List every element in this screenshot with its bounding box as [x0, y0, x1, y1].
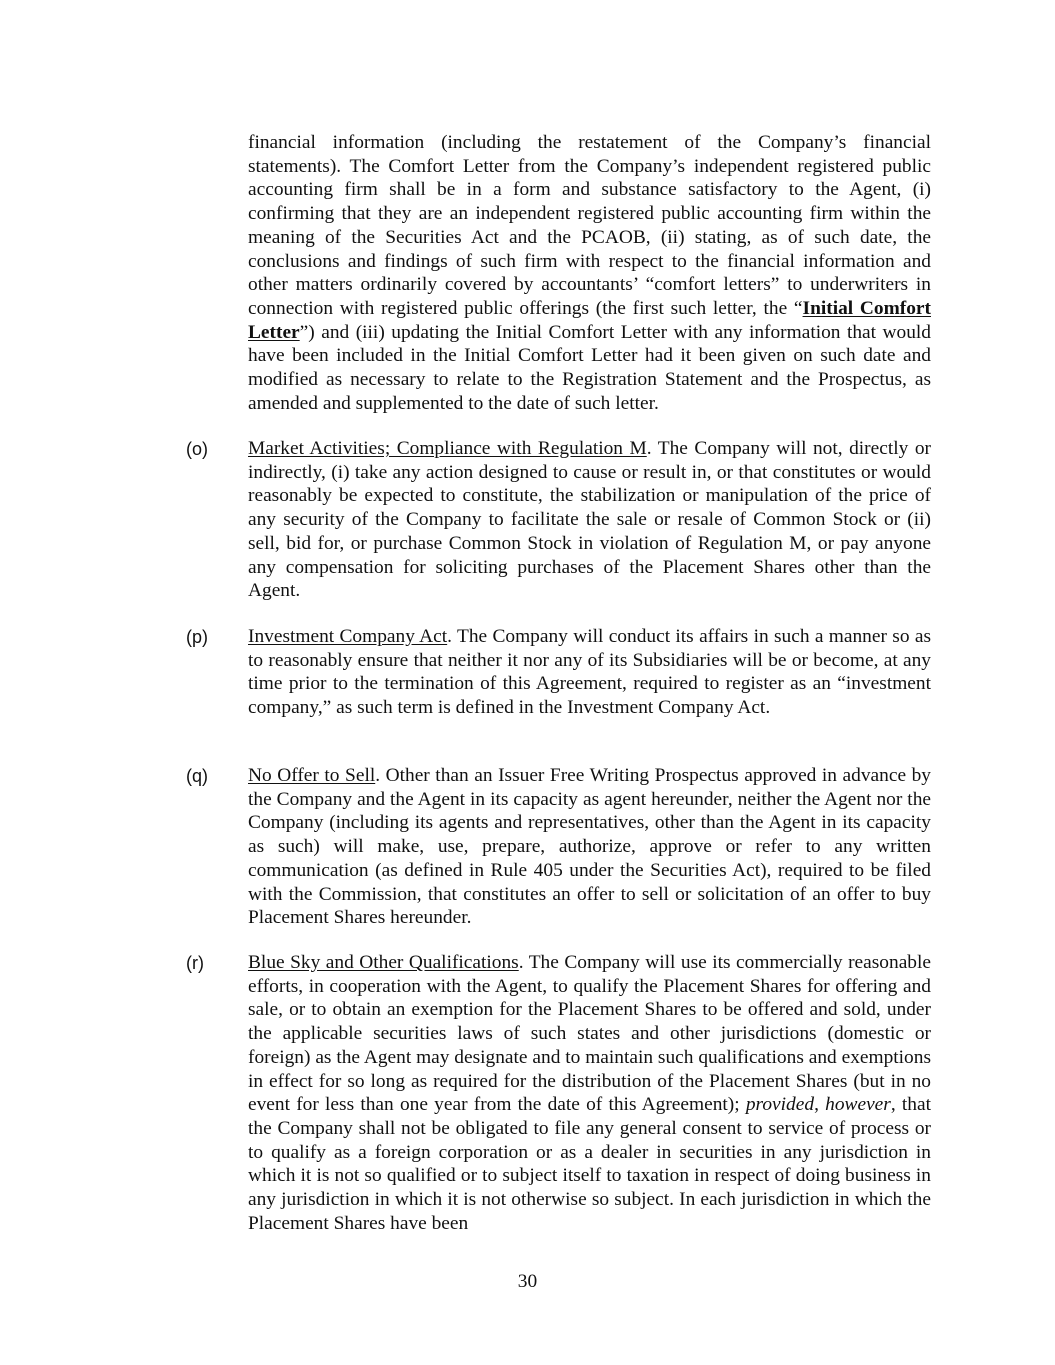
section-heading: Investment Company Act [248, 626, 448, 647]
section-label-o: (o) [186, 439, 208, 459]
section-label-r: (r) [186, 953, 204, 973]
section-body: . The Company will not, directly or indirectly, (i) take any action designed to cause or result in, or that constitutes or would reasonably be expected to constitute, the stabilization or manipulation of the price of any security of the Company to facilitate the sale or resale of Common Stock or (ii) sell, bid for, or purchase Common Stock in violation of Regulation M, or pay anyone any compensation for soliciting purchases of the Placement Shares other than the Agent. [248, 438, 931, 602]
italic-however: however [825, 1094, 891, 1116]
paragraph-text: ”) and (iii) updating the Initial Comfort Letter with any information that would have been included in the Initial Comfort Letter had it been given on such date and modified as necessary to relate to the Registration Statement and the Prospectus, as amended and supplemented to the date of such letter. [248, 321, 931, 414]
continuation-paragraph [248, 131, 931, 415]
section-label-q: (q) [186, 766, 208, 786]
section-label-p: (p) [186, 627, 208, 647]
section-r-paragraph [248, 951, 931, 1235]
section-heading: No Offer to Sell [248, 765, 376, 786]
defined-term-initial-comfort-letter: Initial Comfort Letter [248, 297, 931, 343]
separator: , [814, 1094, 826, 1116]
section-heading: Blue Sky and Other Qualifications [248, 952, 519, 973]
section-p-paragraph [248, 625, 931, 720]
section-heading: Market Activities; Compliance with Regulation M [248, 438, 647, 459]
paragraph-text: financial information (including the restatement of the Company’s financial statements). The Comfort Letter from the Company’s independent registered public accounting firm shall be in a form and substance satisfactory to the Agent, (i) confirming that they are an independent registered public accounting firm within the meaning of the Securities Act and the PCAOB, (ii) stating, as of such date, the conclusions and findings of such firm with respect to the financial information and other matters ordinarily covered by accountants’ “comfort letters” to underwriters in connection with registered public offerings (the first such letter, the “ [248, 132, 931, 319]
section-q-paragraph [248, 764, 931, 930]
section-o-paragraph [248, 437, 931, 603]
section-body: . Other than an Issuer Free Writing Prospectus approved in advance by the Company and the Agent in its capacity as agent hereunder, neither the Agent nor the Company (including its agents and representatives, other than the Agent in its capacity as such) will make, use, prepare, authorize, approve or refer to any written communication (as defined in Rule 405 under the Securities Act), required to be filed with the Commission, that constitutes an offer to sell or solicitation of an offer to buy Placement Shares hereunder. [248, 765, 931, 929]
section-body: . The Company will conduct its affairs in such a manner so as to reasonably ensure that neither it nor any of its Subsidiaries will be or become, at any time prior to the termination of this Agreement, required to register as an “investment company,” as such term is defined in the Investment Company Act. [248, 626, 931, 719]
section-body: . The Company will use its commercially reasonable efforts, in cooperation with the Agent, to qualify the Placement Shares for offering and sale, or to obtain an exemption for the Placement Shares to be offered and sold, under the applicable securities laws of such states and other jurisdictions (domestic or foreign) as the Agent may designate and to maintain such qualifications and exemptions in effect for so long as required for the distribution of the Placement Shares (but in no event for less than one year from the date of this Agreement); [248, 952, 931, 1116]
section-body: , that the Company shall not be obligated to file any general consent to service of process or to qualify as a foreign corporation or as a dealer in securities in any jurisdiction in which it is not so qualified or to subject itself to taxation in respect of doing business in any jurisdiction in which it is not otherwise so subject. In each jurisdiction in which the Placement Shares have been [248, 1094, 931, 1234]
italic-provided: provided [745, 1094, 815, 1116]
page-number: 30 [517, 1271, 538, 1292]
